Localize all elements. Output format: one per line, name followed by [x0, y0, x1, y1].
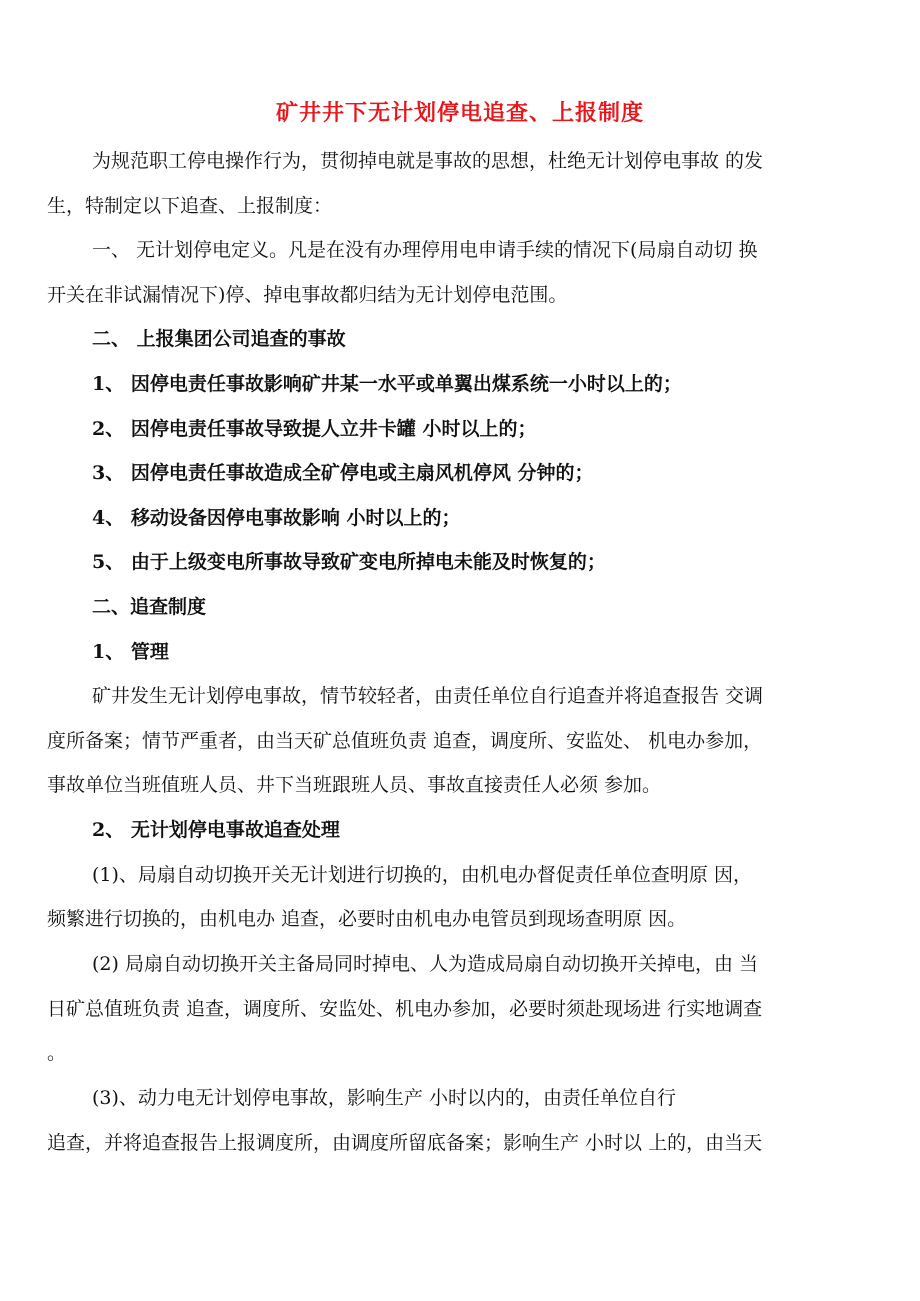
- section-heading-report: 二、 上报集团公司追查的事故: [92, 328, 346, 350]
- report-item-5: 5、 由于上级变电所事故导致矿变电所掉电未能及时恢复的；: [92, 551, 606, 573]
- report-item-2: 2、 因停电责任事故导致提人立井卡罐 小时以上的；: [92, 418, 537, 440]
- handling-3-line-1: (3)、动力电无计划停电事故，影响生产 小时以内的，由责任单位自行: [92, 1087, 676, 1109]
- management-line-2: 度所备案；情节严重者，由当天矿总值班负责 追查，调度所、安监处、 机电办参加，: [47, 730, 763, 752]
- definition-line-1: 一、 无计划停电定义。凡是在没有办理停用电申请手续的情况下(局扇自动切 换: [92, 239, 758, 261]
- report-item-4: 4、 移动设备因停电事故影响 小时以上的；: [92, 507, 461, 529]
- document-title: 矿井井下无计划停电追查、上报制度: [275, 100, 644, 126]
- intro-line-1: 为规范职工停电操作行为，贯彻掉电就是事故的思想，杜绝无计划停电事故 的发: [92, 150, 764, 172]
- handling-1-line-2: 频繁进行切换的，由机电办 追查，必要时由机电办电管员到现场查明原 因。: [47, 908, 687, 930]
- subsection-heading-handling: 2、 无计划停电事故追查处理: [92, 819, 340, 841]
- management-line-3: 事故单位当班值班人员、井下当班跟班人员、事故直接责任人必须 参加。: [47, 774, 662, 796]
- definition-line-2: 开关在非试漏情况下)停、掉电事故都归结为无计划停电范围。: [47, 284, 568, 306]
- handling-2-line-2: 日矿总值班负责 追查，调度所、安监处、机电办参加，必要时须赴现场进 行实地调查: [47, 998, 763, 1020]
- handling-2-line-1: (2) 局扇自动切换开关主备局同时掉电、人为造成局扇自动切换开关掉电，由 当: [92, 953, 758, 975]
- handling-3-line-2: 追查，并将追查报告上报调度所，由调度所留底备案；影响生产 小时以 上的，由当天: [47, 1132, 763, 1154]
- report-item-3: 3、 因停电责任事故造成全矿停电或主扇风机停风 分钟的；: [92, 462, 594, 484]
- management-line-1: 矿井发生无计划停电事故，情节较轻者，由责任单位自行追查并将追查报告 交调: [92, 685, 764, 707]
- handling-1-line-1: (1)、局扇自动切换开关无计划进行切换的，由机电办督促责任单位查明原 因，: [92, 864, 752, 886]
- handling-2-line-3: 。: [47, 1042, 67, 1064]
- intro-line-2: 生，特制定以下追查、上报制度：: [47, 195, 333, 217]
- subsection-heading-management: 1、 管理: [92, 641, 169, 663]
- section-heading-investigation: 二、追查制度: [92, 596, 207, 618]
- report-item-1: 1、 因停电责任事故影响矿井某一水平或单翼出煤系统一小时以上的；: [92, 373, 682, 395]
